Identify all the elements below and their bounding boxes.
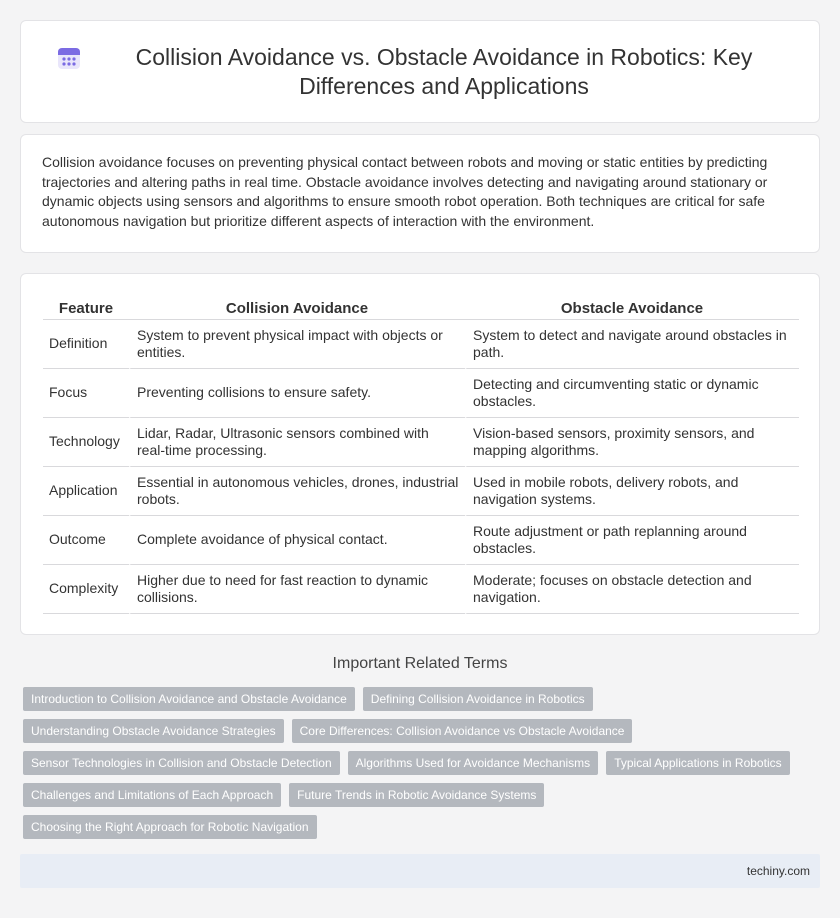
related-term-tag[interactable]: Algorithms Used for Avoidance Mechanisms [348, 751, 599, 775]
table-row [43, 418, 799, 467]
row-collision: Essential in autonomous vehicles, drones, industrial robots. [129, 467, 465, 516]
footer-site-link[interactable]: techiny.com [746, 864, 810, 878]
table-row [43, 369, 799, 418]
header-collision: Collision Avoidance [129, 292, 465, 320]
related-term-tag[interactable]: Future Trends in Robotic Avoidance Systems [289, 783, 544, 807]
row-feature: Technology [43, 418, 129, 467]
related-term-tag[interactable]: Understanding Obstacle Avoidance Strategies [23, 719, 284, 743]
row-obstacle: Moderate; focuses on obstacle detection and navigation. [465, 565, 799, 614]
table-row [43, 467, 799, 516]
comparison-card [20, 273, 820, 635]
row-collision: Complete avoidance of physical contact. [129, 516, 465, 565]
calendar-icon [56, 45, 82, 71]
table-row [43, 516, 799, 565]
header-feature: Feature [43, 292, 129, 320]
row-obstacle: Detecting and circumventing static or dynamic obstacles. [465, 369, 799, 418]
page-title: Collision Avoidance vs. Obstacle Avoidance in Robotics: Key Differences and Applications [135, 43, 753, 99]
table-row [43, 320, 799, 369]
row-collision: Lidar, Radar, Ultrasonic sensors combined with real-time processing. [129, 418, 465, 467]
row-obstacle: Route adjustment or path replanning around obstacles. [465, 516, 799, 565]
row-obstacle: System to detect and navigate around obstacles in path. [465, 320, 799, 369]
intro-card [20, 134, 820, 253]
related-term-tag[interactable]: Choosing the Right Approach for Robotic Navigation [23, 815, 317, 839]
row-feature: Application [43, 467, 129, 516]
table-header-row [43, 292, 799, 320]
row-obstacle: Vision-based sensors, proximity sensors, and mapping algorithms. [465, 418, 799, 467]
row-feature: Complexity [43, 565, 129, 614]
row-feature: Focus [43, 369, 129, 418]
row-feature: Definition [43, 320, 129, 369]
row-feature: Outcome [43, 516, 129, 565]
row-collision: System to prevent physical impact with objects or entities. [129, 320, 465, 369]
intro-paragraph: Collision avoidance focuses on preventing physical contact between robots and moving or static entities by predicting trajectories and altering paths in real time. Obstacle avoidance involves detecting and navigating around stationary or dynamic objects using sensors and algorithms to ensure smooth robot operation. Both techniques are critical for safe autonomous navigation but prioritize different aspects of interaction with the environment. [42, 154, 768, 229]
related-terms-heading: Important Related Terms [332, 655, 508, 672]
header-obstacle: Obstacle Avoidance [465, 292, 799, 320]
related-term-tag[interactable]: Introduction to Collision Avoidance and Obstacle Avoidance [23, 687, 355, 711]
row-obstacle: Used in mobile robots, delivery robots, and navigation systems. [465, 467, 799, 516]
related-term-tag[interactable]: Sensor Technologies in Collision and Obstacle Detection [23, 751, 340, 775]
title-card [20, 20, 820, 123]
comparison-table [43, 292, 799, 614]
table-row [43, 565, 799, 614]
related-terms-list [23, 687, 823, 847]
row-collision: Preventing collisions to ensure safety. [129, 369, 465, 418]
footer-bar [20, 854, 820, 888]
related-term-tag[interactable]: Typical Applications in Robotics [606, 751, 789, 775]
related-term-tag[interactable]: Core Differences: Collision Avoidance vs Obstacle Avoidance [292, 719, 633, 743]
related-term-tag[interactable]: Challenges and Limitations of Each Approach [23, 783, 281, 807]
related-term-tag[interactable]: Defining Collision Avoidance in Robotics [363, 687, 593, 711]
row-collision: Higher due to need for fast reaction to dynamic collisions. [129, 565, 465, 614]
